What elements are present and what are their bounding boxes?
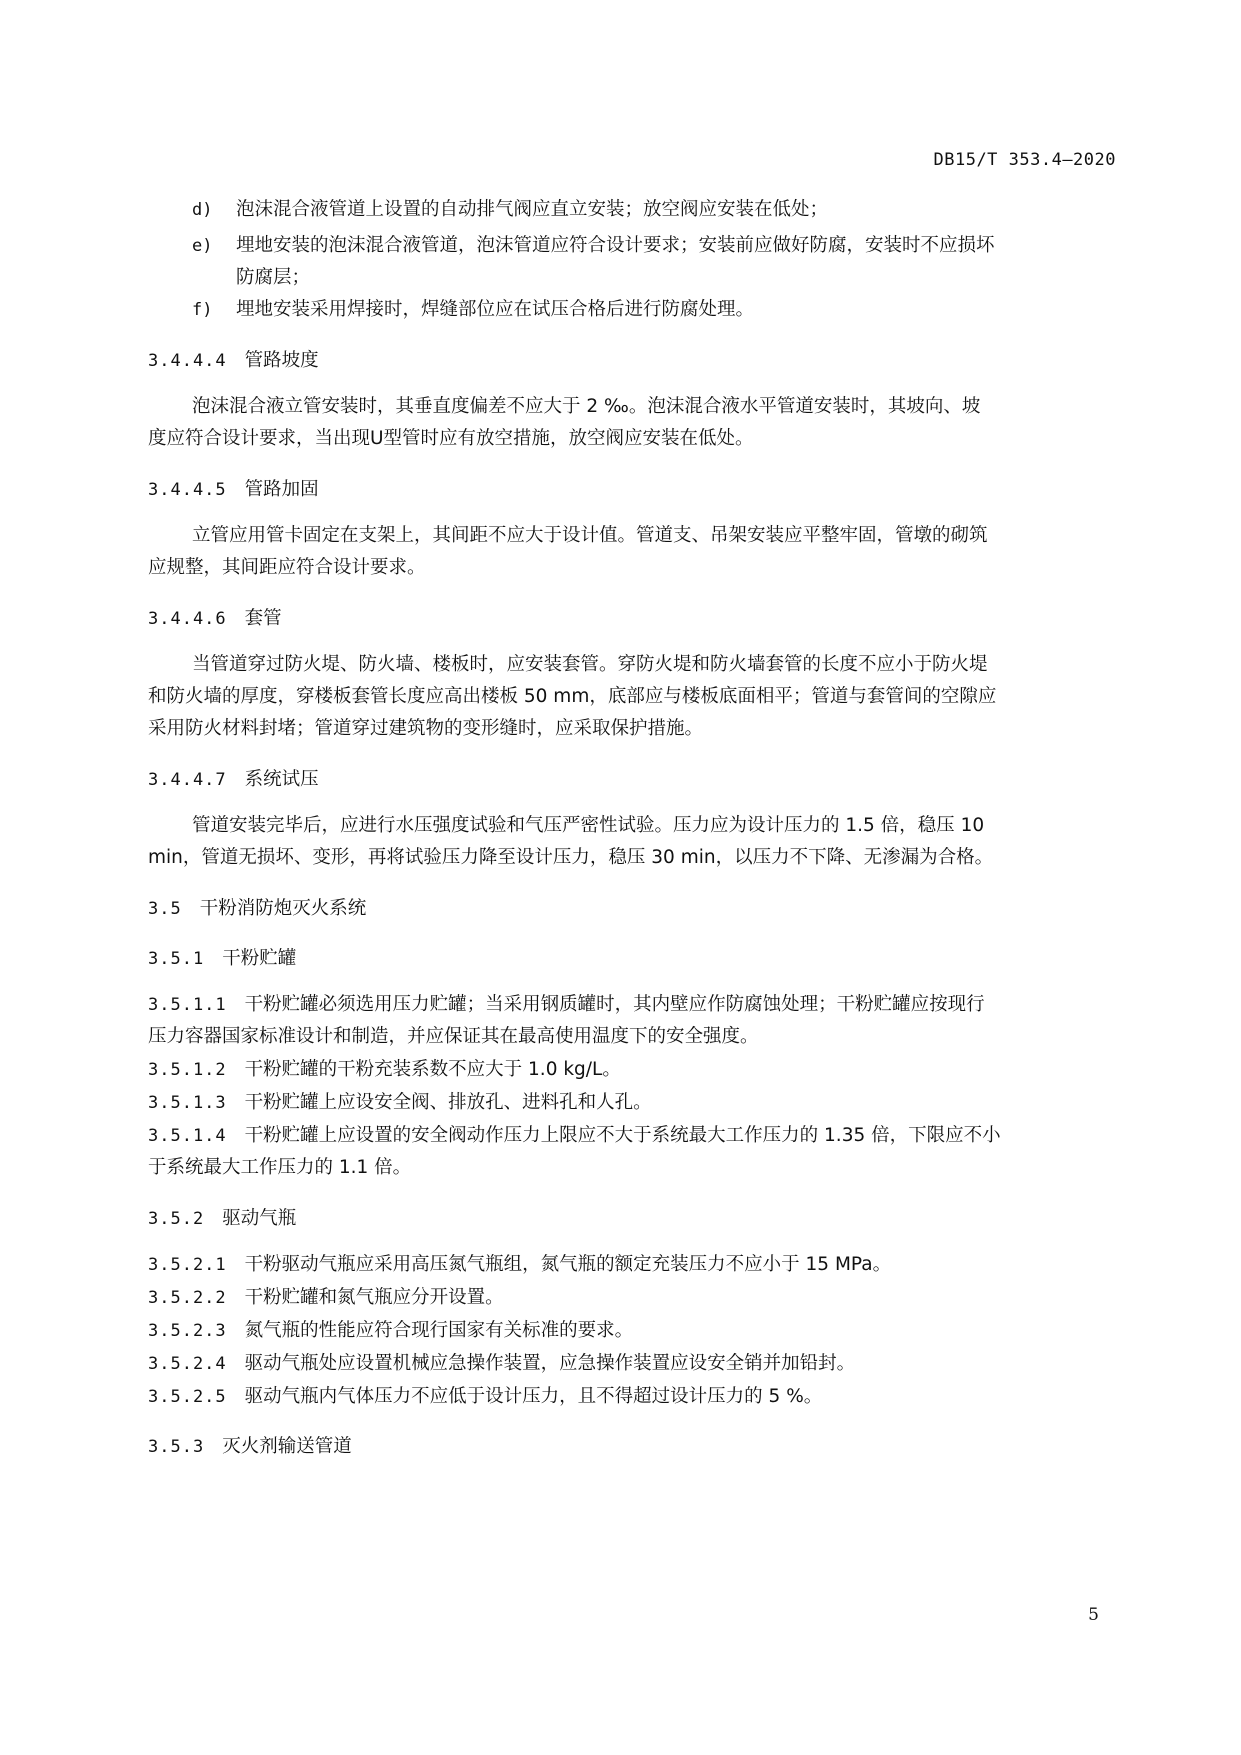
clause-3-5-2-1 bbox=[148, 1251, 891, 1279]
section-title: 管路坡度 bbox=[244, 350, 319, 371]
section-heading-3-4-4-7 bbox=[148, 766, 319, 794]
clause-number: 3.5.1.1 bbox=[148, 995, 227, 1015]
list-label: f) bbox=[192, 300, 213, 320]
list-text: 泡沫混合液管道上设置的自动排气阀应直立安装；放空阀应安装在低处； bbox=[236, 199, 829, 220]
section-number: 3.5.3 bbox=[148, 1437, 205, 1457]
clause-number: 3.5.2.5 bbox=[148, 1387, 227, 1407]
clause-number: 3.5.2.2 bbox=[148, 1288, 227, 1308]
clause-continuation: 于系统最大工作压力的 1.1 倍。 bbox=[148, 1157, 412, 1178]
clause-text: 干粉贮罐必须选用压力贮罐；当采用钢质罐时，其内壁应作防腐蚀处理；干粉贮罐应按现行 bbox=[244, 994, 985, 1015]
section-number: 3.4.4.5 bbox=[148, 480, 227, 500]
section-number: 3.4.4.7 bbox=[148, 770, 227, 790]
section-number: 3.5 bbox=[148, 899, 182, 919]
paragraph-line: 立管应用管卡固定在支架上，其间距不应大于设计值。管道支、吊架安装应平整牢固，管墩的砌筑 bbox=[192, 525, 988, 546]
section-heading-3-5-1 bbox=[148, 945, 296, 973]
list-text: 埋地安装采用焊接时，焊缝部位应在试压合格后进行防腐处理。 bbox=[236, 299, 755, 320]
clause-text: 驱动气瓶处应设置机械应急操作装置，应急操作装置应设安全销并加铅封。 bbox=[244, 1353, 856, 1374]
clause-text: 干粉贮罐和氮气瓶应分开设置。 bbox=[244, 1287, 504, 1308]
section-heading-3-4-4-4 bbox=[148, 347, 319, 375]
section-title: 灭火剂输送管道 bbox=[222, 1436, 352, 1457]
list-item-d bbox=[192, 196, 828, 224]
section-heading-3-5-2 bbox=[148, 1205, 296, 1233]
list-item-f bbox=[192, 296, 754, 324]
list-item-e-continuation: 防腐层； bbox=[236, 267, 311, 288]
clause-3-5-2-2 bbox=[148, 1284, 504, 1312]
paragraph-line: 应规整，其间距应符合设计要求。 bbox=[148, 557, 426, 578]
clause-3-5-1-3 bbox=[148, 1089, 652, 1117]
section-number: 3.4.4.6 bbox=[148, 609, 227, 629]
section-heading-3-5-3 bbox=[148, 1433, 352, 1461]
clause-text: 干粉贮罐的干粉充装系数不应大于 1.0 kg/L。 bbox=[244, 1059, 621, 1080]
paragraph-line: 度应符合设计要求，当出现U型管时应有放空措施，放空阀应安装在低处。 bbox=[148, 428, 754, 449]
clause-number: 3.5.2.4 bbox=[148, 1354, 227, 1374]
section-number: 3.5.2 bbox=[148, 1209, 205, 1229]
clause-number: 3.5.1.2 bbox=[148, 1060, 227, 1080]
document-code: DB15/T 353.4—2020 bbox=[933, 150, 1116, 170]
section-title: 管路加固 bbox=[244, 479, 319, 500]
section-title: 干粉贮罐 bbox=[222, 948, 297, 969]
page-number: 5 bbox=[1088, 1605, 1099, 1625]
paragraph-line: 泡沫混合液立管安装时，其垂直度偏差不应大于 2 ‰。泡沫混合液水平管道安装时，其坡向、坡 bbox=[192, 396, 981, 417]
clause-text: 驱动气瓶内气体压力不应低于设计压力，且不得超过设计压力的 5 %。 bbox=[244, 1386, 823, 1407]
clause-text: 干粉贮罐上应设置的安全阀动作压力上限应不大于系统最大工作压力的 1.35 倍，下限应不小 bbox=[244, 1125, 1001, 1146]
clause-number: 3.5.2.1 bbox=[148, 1255, 227, 1275]
paragraph-line: 和防火墙的厚度，穿楼板套管长度应高出楼板 50 mm，底部应与楼板底面相平；管道与套管间的空隙应 bbox=[148, 686, 997, 707]
clause-3-5-1-4 bbox=[148, 1122, 1001, 1150]
section-title: 干粉消防炮灭火系统 bbox=[199, 898, 367, 919]
clause-text: 干粉贮罐上应设安全阀、排放孔、进料孔和人孔。 bbox=[244, 1092, 652, 1113]
clause-text: 氮气瓶的性能应符合现行国家有关标准的要求。 bbox=[244, 1320, 634, 1341]
list-text: 埋地安装的泡沫混合液管道，泡沫管道应符合设计要求；安装前应做好防腐，安装时不应损坏 bbox=[236, 235, 995, 256]
clause-3-5-2-5 bbox=[148, 1383, 822, 1411]
section-heading-3-4-4-6 bbox=[148, 605, 282, 633]
section-number: 3.4.4.4 bbox=[148, 351, 227, 371]
clause-3-5-2-3 bbox=[148, 1317, 633, 1345]
list-label: e) bbox=[192, 236, 213, 256]
section-title: 系统试压 bbox=[244, 769, 319, 790]
section-heading-3-5 bbox=[148, 895, 366, 923]
clause-text: 干粉驱动气瓶应采用高压氮气瓶组，氮气瓶的额定充装压力不应小于 15 MPa。 bbox=[244, 1254, 892, 1275]
clause-3-5-2-4 bbox=[148, 1350, 855, 1378]
section-title: 套管 bbox=[244, 608, 282, 629]
list-label: d) bbox=[192, 200, 213, 220]
clause-3-5-1-2 bbox=[148, 1056, 621, 1084]
section-heading-3-4-4-5 bbox=[148, 476, 319, 504]
section-number: 3.5.1 bbox=[148, 949, 205, 969]
clause-number: 3.5.1.3 bbox=[148, 1093, 227, 1113]
paragraph-line: min，管道无损坏、变形，再将试验压力降至设计压力，稳压 30 min，以压力不下降、无渗漏为合格。 bbox=[148, 847, 994, 868]
clause-continuation: 压力容器国家标准设计和制造，并应保证其在最高使用温度下的安全强度。 bbox=[148, 1026, 759, 1047]
clause-3-5-1-1 bbox=[148, 991, 985, 1019]
paragraph-line: 采用防火材料封堵；管道穿过建筑物的变形缝时，应采取保护措施。 bbox=[148, 718, 704, 739]
paragraph-line: 当管道穿过防火堤、防火墙、楼板时，应安装套管。穿防火堤和防火墙套管的长度不应小于防火堤 bbox=[192, 654, 988, 675]
section-title: 驱动气瓶 bbox=[222, 1208, 297, 1229]
paragraph-line: 管道安装完毕后，应进行水压强度试验和气压严密性试验。压力应为设计压力的 1.5 倍，稳压 10 bbox=[192, 815, 985, 836]
clause-number: 3.5.2.3 bbox=[148, 1321, 227, 1341]
list-item-e bbox=[192, 232, 995, 260]
clause-number: 3.5.1.4 bbox=[148, 1126, 227, 1146]
